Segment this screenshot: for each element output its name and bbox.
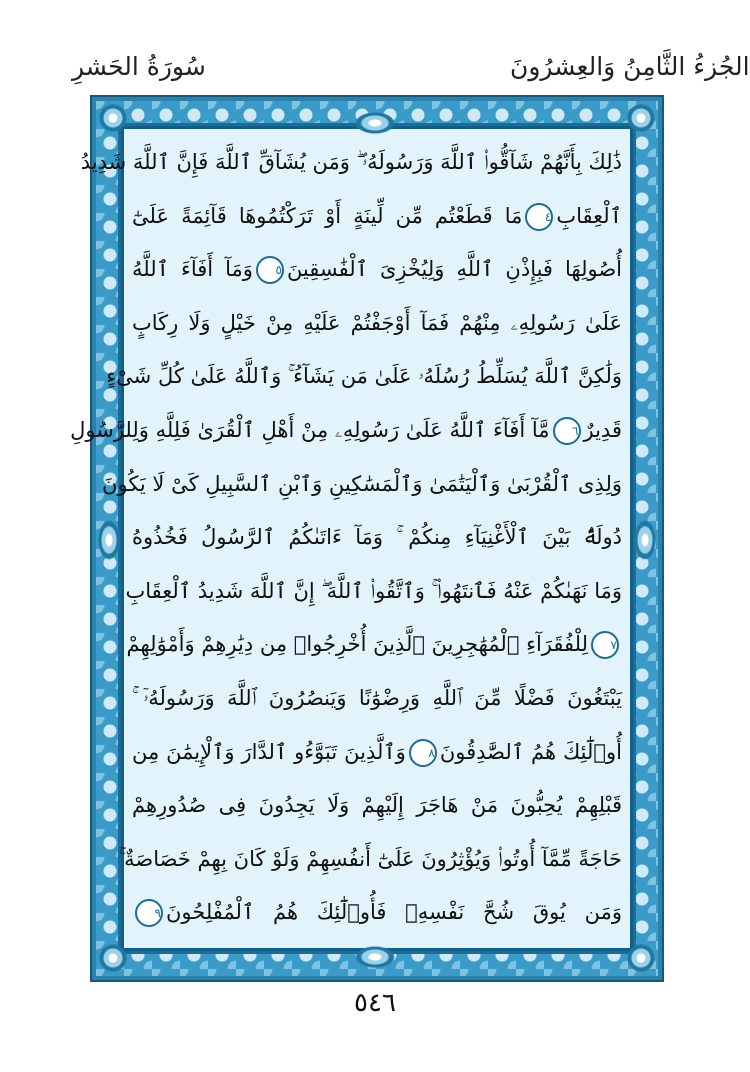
verse-text: وَمَا نَهَىٰكُمْ عَنْهُ فَٱنتَهُوا۟ ۚ وَٱتَّقُوا۟ ٱللَّهَ ۖ إِنَّ ٱللَّهَ شَدِيدُ ٱلْعِقَابِ (125, 578, 622, 603)
verse-text: ذَٰلِكَ بِأَنَّهُمْ شَآقُّوا۟ ٱللَّهَ وَرَسُولَهُۥ ۖ وَمَن يُشَآقِّ ٱللَّهَ فَإِنَّ ٱللَّهَ شَدِيدُ (80, 150, 622, 174)
side-medallion-icon (98, 520, 120, 560)
verse-text: ٱلْعِقَابِ (556, 203, 622, 228)
verse-line (106, 353, 622, 399)
verse-line (132, 782, 622, 828)
ayah-number-marker: ٥ (256, 256, 284, 284)
corner-ornament-icon (626, 943, 656, 973)
surah-title: سُورَةُ الحَشرِ (72, 52, 206, 81)
verse-text: مَّآ أَفَآءَ ٱللَّهُ عَلَىٰ رَسُولِهِۦ مِنْ أَهْلِ ٱلْقُرَىٰ فَلِلَّهِ وَلِلرَّسُولِ (70, 418, 550, 442)
ayah-number-marker: ٤ (525, 203, 553, 231)
ayah-number-marker: ٨ (409, 739, 437, 767)
verse-text: قَدِيرٌ (583, 418, 622, 442)
ayah-number-marker: ٦ (553, 417, 581, 445)
page-number: ٥٤٦ (354, 988, 396, 1018)
verse-text: قَبْلِهِمْ يُحِبُّونَ مَنْ هَاجَرَ إِلَيْهِمْ وَلَا يَجِدُونَ فِى صُدُورِهِمْ (132, 793, 622, 818)
verse-text: وَلِذِى ٱلْقُرْبَىٰ وَٱلْيَتَٰمَىٰ وَٱلْمَسَٰكِينِ وَٱبْنِ ٱلسَّبِيلِ كَىْ لَا يَكُونَ (102, 471, 622, 496)
verse-text: وَمَآ أَفَآءَ ٱللَّهُ (132, 257, 253, 282)
verse-text: يَبْتَغُونَ فَضْلًا مِّنَ ٱللَّهِ وَرِضْوَٰنًا وَيَنصُرُونَ ٱللَّهَ وَرَسُولَهُۥٓ ۚ (132, 686, 622, 710)
verse-text: أُو۟لَٰٓئِكَ هُمُ ٱلصَّٰدِقُونَ (439, 739, 622, 764)
side-medallion-icon (634, 520, 656, 560)
verse-text: وَلَٰكِنَّ ٱللَّهَ يُسَلِّطُ رُسُلَهُۥ عَلَىٰ مَن يَشَآءُ ۚ وَٱللَّهُ عَلَىٰ كُلِّ شَىْءٍ (106, 364, 622, 389)
verse-line (132, 300, 622, 346)
verse-text: وَمَن يُوقَ شُحَّ نَفْسِهِۦ فَأُو۟لَٰٓئِكَ هُمُ ٱلْمُفْلِحُونَ (166, 900, 622, 925)
verse-line (102, 461, 622, 507)
verse-text: وَٱلَّذِينَ تَبَوَّءُو ٱلدَّارَ وَٱلْإِيمَٰنَ مِن (132, 739, 406, 764)
verse-line (126, 621, 622, 667)
verse-text: مَا قَطَعْتُم مِّن لِّينَةٍ أَوْ تَرَكْتُمُوهَا قَآئِمَةً عَلَىٰٓ (132, 203, 523, 228)
side-medallion-icon (355, 112, 395, 134)
verse-line (80, 139, 622, 185)
verse-text: عَلَىٰ رَسُولِهِۦ مِنْهُمْ فَمَآ أَوْجَفْتُمْ عَلَيْهِ مِنْ خَيْلٍ وَلَا رِكَابٍ (132, 310, 622, 335)
ayah-number-marker: ٩ (135, 899, 163, 927)
verse-text: أُصُولِهَا فَبِإِذْنِ ٱللَّهِ وَلِيُخْزِىَ ٱلْفَٰسِقِينَ (286, 257, 623, 282)
ayah-number-marker: ٧ (591, 631, 619, 659)
corner-ornament-icon (98, 943, 128, 973)
verse-line (125, 568, 622, 614)
verse-line (132, 675, 622, 721)
verse-text: دُولَةًۢ بَيْنَ ٱلْأَغْنِيَآءِ مِنكُمْ ۚ وَمَآ ءَاتَىٰكُمُ ٱلرَّسُولُ فَخُذُوهُ (132, 525, 622, 550)
corner-ornament-icon (626, 103, 656, 133)
verse-text: حَاجَةً مِّمَّآ أُوتُوا۟ وَيُؤْثِرُونَ عَلَىٰٓ أَنفُسِهِمْ وَلَوْ كَانَ بِهِمْ خَصَاصَةٌ ۚ (118, 846, 622, 871)
verse-line (132, 246, 622, 292)
juz-title: الجُزءُ الثَّامِنُ وَالعِشرُونَ (510, 52, 750, 81)
corner-ornament-icon (98, 103, 128, 133)
verse-text: لِلْفُقَرَآءِ ٱلْمُهَٰجِرِينَ ٱلَّذِينَ أُخْرِجُوا۟ مِن دِيَٰرِهِمْ وَأَمْوَٰلِهِمْ (126, 632, 588, 657)
verse-line (132, 514, 622, 560)
verse-line (132, 889, 622, 935)
verse-line (118, 836, 622, 882)
verse-line (70, 407, 622, 453)
verse-line (132, 729, 622, 775)
side-medallion-icon (355, 946, 395, 968)
verse-line (132, 193, 622, 239)
